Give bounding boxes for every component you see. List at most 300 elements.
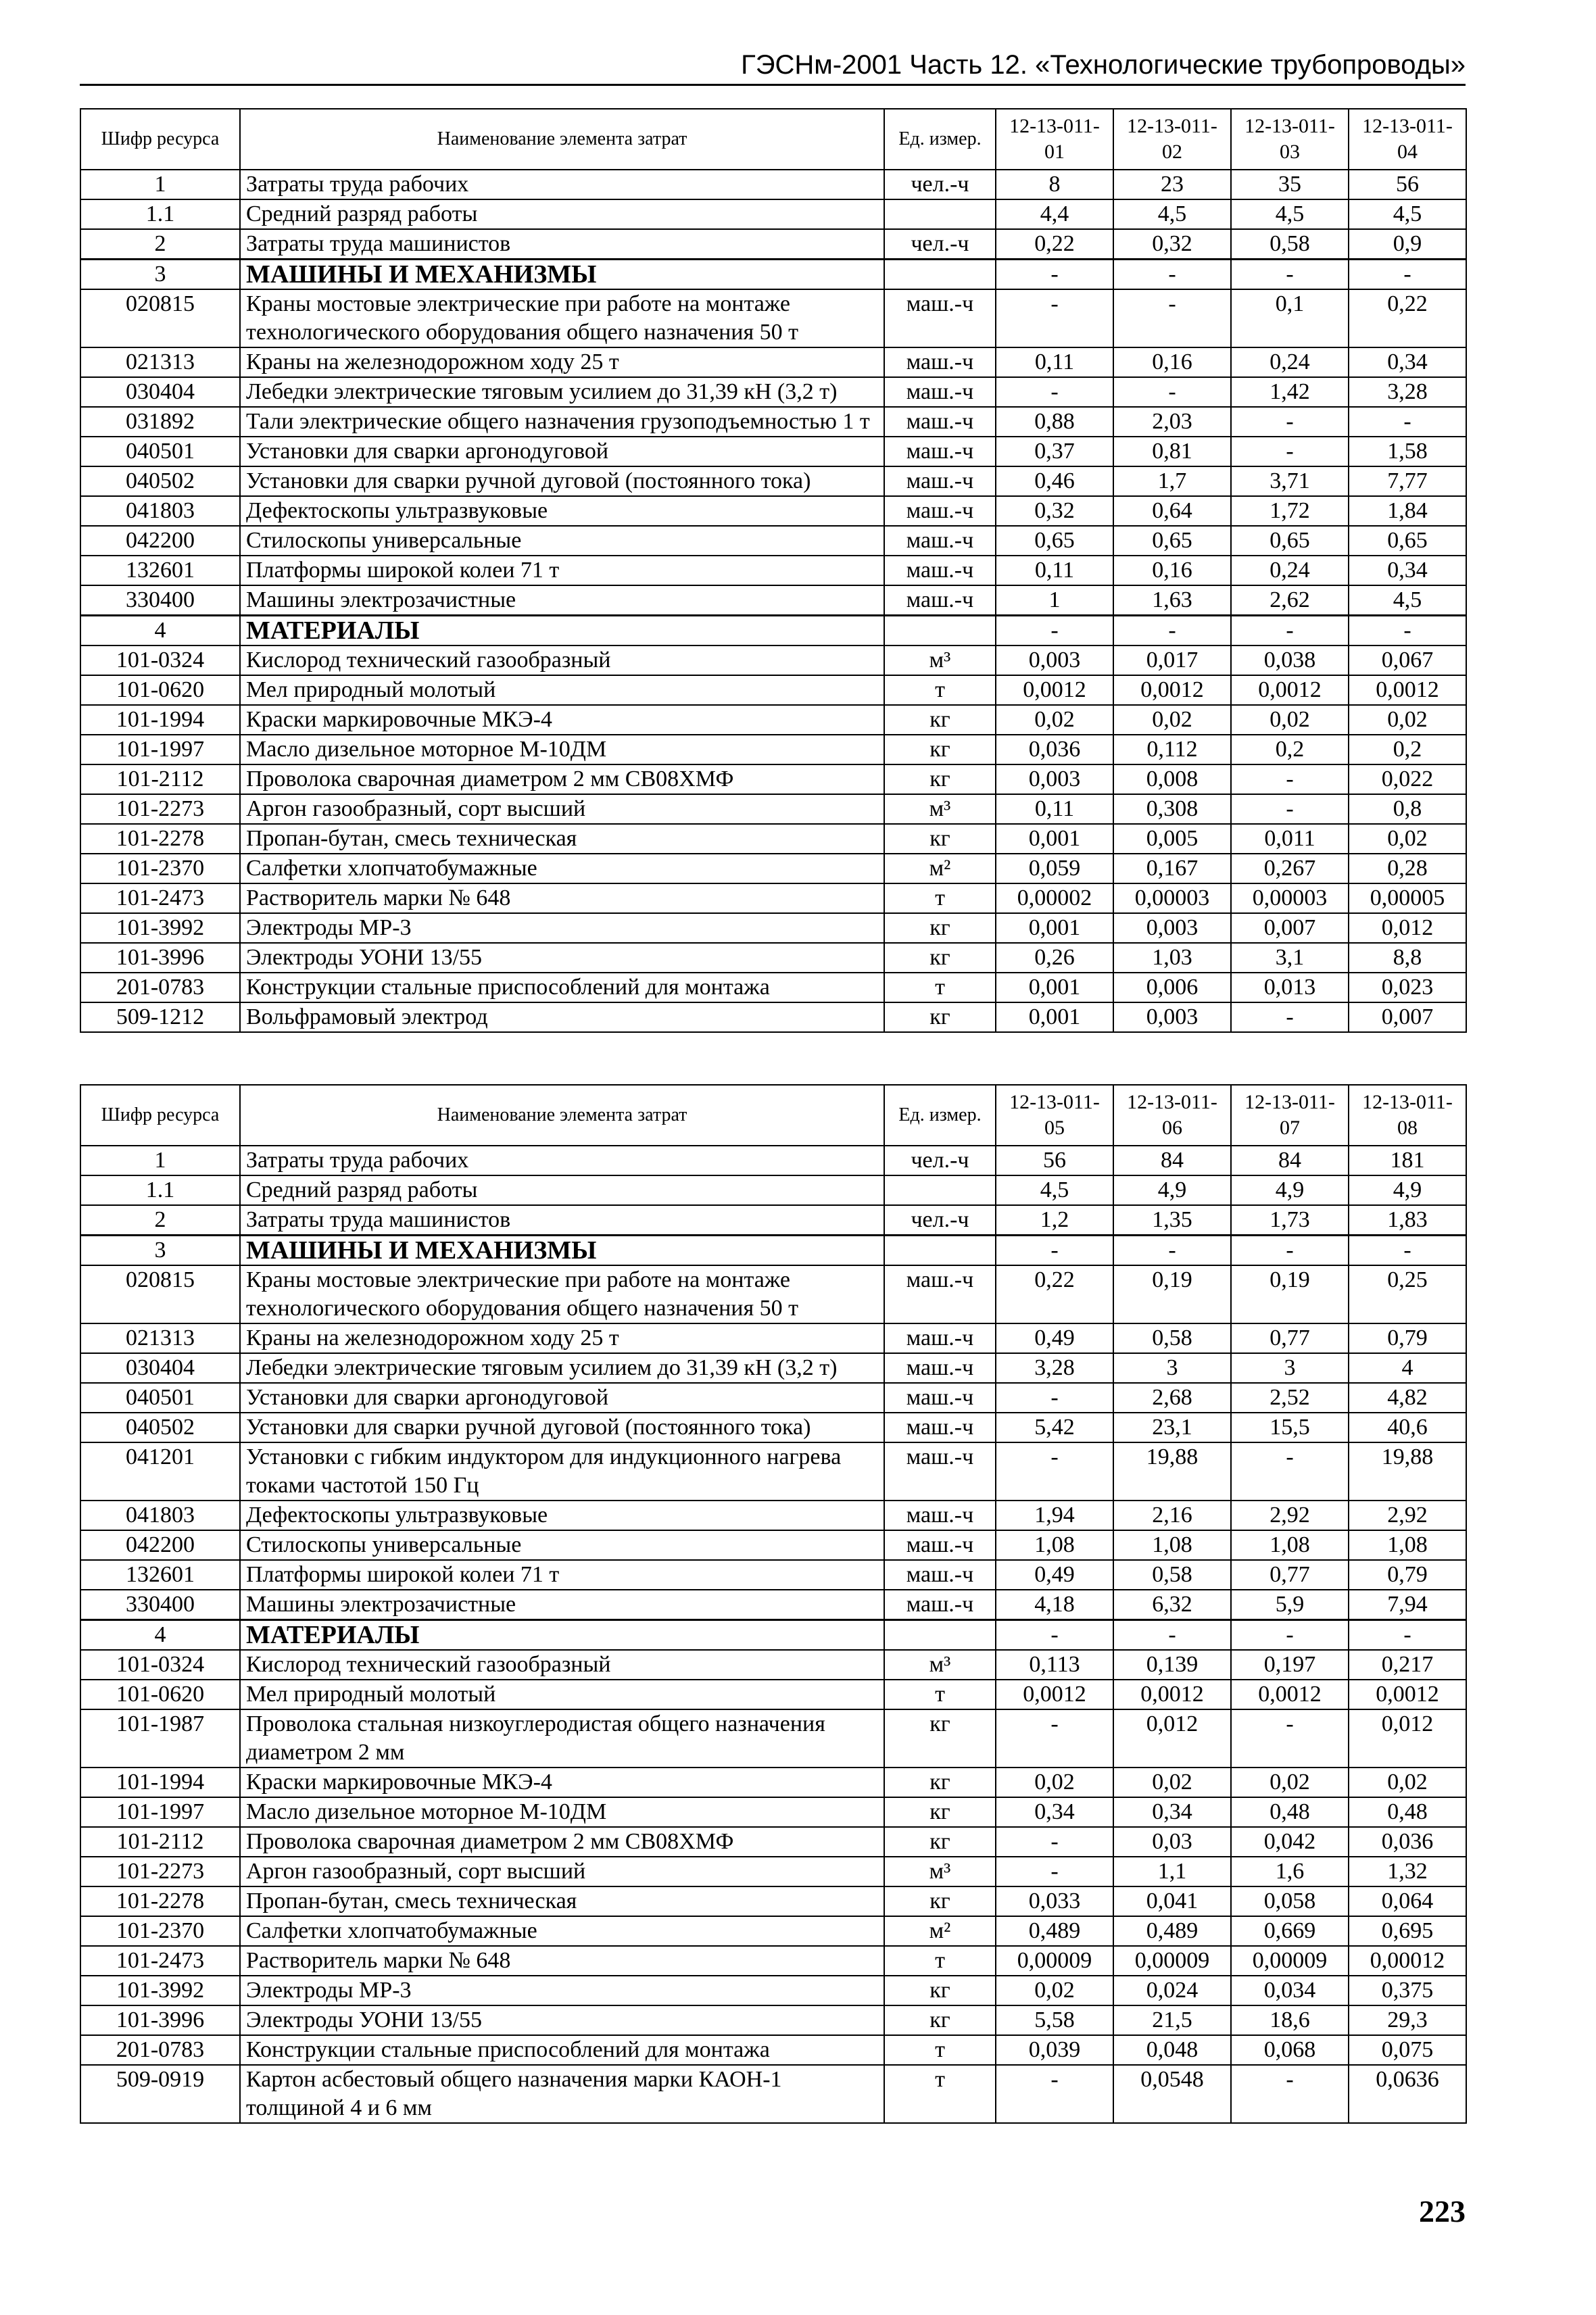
value-cell: 0,059	[996, 854, 1113, 883]
resource-code-cell: 101-0324	[80, 1650, 240, 1680]
value-cell: 4,5	[996, 1175, 1113, 1205]
value-cell: 15,5	[1231, 1413, 1349, 1442]
value-cell: 1,08	[1231, 1530, 1349, 1560]
resource-code-cell: 040501	[80, 437, 240, 466]
value-cell: 0,0012	[1349, 675, 1466, 705]
value-cell: -	[996, 1709, 1113, 1768]
unit-cell: кг	[884, 2005, 996, 2035]
unit-cell: маш.-ч	[884, 407, 996, 437]
resource-name-cell: Затраты труда машинистов	[240, 229, 884, 260]
resource-name-cell: Салфетки хлопчатобумажные	[240, 1916, 884, 1946]
value-cell: 0,0012	[1231, 1680, 1349, 1709]
value-cell: 0,25	[1349, 1265, 1466, 1323]
resource-code-cell: 2	[80, 229, 240, 260]
value-cell: 0,013	[1231, 973, 1349, 1002]
value-cell: 0,024	[1113, 1976, 1231, 2005]
value-cell: 0,669	[1231, 1916, 1349, 1946]
resource-name-cell: Электроды МР-3	[240, 913, 884, 943]
value-cell: 0,49	[996, 1560, 1113, 1590]
value-cell: -	[996, 1620, 1113, 1651]
unit-cell: маш.-ч	[884, 556, 996, 585]
resource-code-cell: 021313	[80, 1323, 240, 1353]
value-cell: 0,033	[996, 1886, 1113, 1916]
unit-cell: маш.-ч	[884, 1590, 996, 1620]
header-rule	[80, 84, 1466, 86]
value-cell: 0,041	[1113, 1886, 1231, 1916]
table-row	[80, 1442, 1466, 1501]
resource-code-cell: 101-3992	[80, 1976, 240, 2005]
table-row	[80, 913, 1466, 943]
table-row	[80, 556, 1466, 585]
unit-cell: чел.-ч	[884, 229, 996, 260]
value-cell: 0,58	[1231, 229, 1349, 260]
resource-code-cell: 3	[80, 1236, 240, 1266]
col-header-name: Наименование элемента затрат	[240, 109, 884, 170]
resource-name-cell: Краски маркировочные МКЭ-4	[240, 705, 884, 735]
table-row	[80, 2065, 1466, 2123]
resource-code-cell: 4	[80, 1620, 240, 1651]
resource-name-cell: Аргон газообразный, сорт высший	[240, 794, 884, 824]
resource-code-cell: 021313	[80, 347, 240, 377]
value-cell: 8,8	[1349, 943, 1466, 973]
table-row	[80, 1205, 1466, 1236]
value-cell: 4,5	[1231, 199, 1349, 229]
table-row	[80, 854, 1466, 883]
value-cell: 1,42	[1231, 377, 1349, 407]
value-cell: 0,217	[1349, 1650, 1466, 1680]
section-title-cell: МАТЕРИАЛЫ	[240, 1620, 884, 1651]
resource-name-cell: Масло дизельное моторное М-10ДМ	[240, 735, 884, 764]
table-row	[80, 1680, 1466, 1709]
value-cell: 0,00012	[1349, 1946, 1466, 1976]
table-header-row	[80, 1085, 1466, 1146]
table-row	[80, 585, 1466, 616]
value-cell: 0,0548	[1113, 2065, 1231, 2123]
resource-code-cell: 040502	[80, 466, 240, 496]
value-cell: 0,34	[996, 1797, 1113, 1827]
table-row	[80, 1797, 1466, 1827]
value-cell: 1,35	[1113, 1205, 1231, 1236]
value-cell: 0,28	[1349, 854, 1466, 883]
resource-name-cell: Средний разряд работы	[240, 1175, 884, 1205]
value-cell: 4	[1349, 1353, 1466, 1383]
value-cell: 0,46	[996, 466, 1113, 496]
value-cell: 0,02	[996, 1768, 1113, 1797]
value-cell: 0,02	[1231, 1768, 1349, 1797]
value-cell: 29,3	[1349, 2005, 1466, 2035]
resource-name-cell: Краны мостовые электрические при работе на монтаже технологического оборудования общего назначения 50 т	[240, 1265, 884, 1323]
value-cell: 0,34	[1349, 347, 1466, 377]
unit-cell: маш.-ч	[884, 1265, 996, 1323]
resource-code-cell: 101-2473	[80, 883, 240, 913]
resource-code-cell: 1.1	[80, 1175, 240, 1205]
value-cell: 4,9	[1231, 1175, 1349, 1205]
table-row	[80, 1560, 1466, 1590]
unit-cell: маш.-ч	[884, 1560, 996, 1590]
resource-code-cell: 201-0783	[80, 973, 240, 1002]
resource-name-cell: Кислород технический газообразный	[240, 645, 884, 675]
col-header-unit: Ед. измер.	[884, 109, 996, 170]
table-row	[80, 1413, 1466, 1442]
unit-cell: т	[884, 675, 996, 705]
resource-name-cell: Растворитель марки № 648	[240, 883, 884, 913]
value-cell: 0,048	[1113, 2035, 1231, 2065]
unit-cell: т	[884, 973, 996, 1002]
unit-cell: кг	[884, 1886, 996, 1916]
value-cell: 18,6	[1231, 2005, 1349, 2035]
value-cell: 0,02	[1349, 705, 1466, 735]
value-cell: 1,63	[1113, 585, 1231, 616]
value-cell: 1,08	[1113, 1530, 1231, 1560]
norms-table-2	[80, 1084, 1467, 2124]
resource-name-cell: Мел природный молотый	[240, 1680, 884, 1709]
value-cell: 0,113	[996, 1650, 1113, 1680]
value-cell: -	[1113, 260, 1231, 290]
table-row	[80, 2005, 1466, 2035]
value-cell: 0,02	[996, 705, 1113, 735]
value-cell: 0,2	[1231, 735, 1349, 764]
value-cell: 1,08	[996, 1530, 1113, 1560]
value-cell: -	[996, 2065, 1113, 2123]
resource-name-cell: Затраты труда рабочих	[240, 1146, 884, 1175]
resource-name-cell: Растворитель марки № 648	[240, 1946, 884, 1976]
value-cell: 8	[996, 170, 1113, 199]
value-cell: 40,6	[1349, 1413, 1466, 1442]
value-cell: 1,84	[1349, 496, 1466, 526]
table-row	[80, 347, 1466, 377]
resource-code-cell: 1.1	[80, 199, 240, 229]
table-row	[80, 377, 1466, 407]
unit-cell: т	[884, 2035, 996, 2065]
col-header-norm: 12-13-011-06	[1113, 1085, 1231, 1146]
value-cell: 0,068	[1231, 2035, 1349, 2065]
table-row	[80, 526, 1466, 556]
unit-cell: кг	[884, 705, 996, 735]
value-cell: 6,32	[1113, 1590, 1231, 1620]
value-cell: 0,34	[1113, 1797, 1231, 1827]
resource-code-cell: 4	[80, 616, 240, 646]
resource-code-cell: 101-0620	[80, 1680, 240, 1709]
value-cell: -	[1231, 794, 1349, 824]
value-cell: 0,0012	[1349, 1680, 1466, 1709]
value-cell: 0,001	[996, 1002, 1113, 1032]
value-cell: 0,88	[996, 407, 1113, 437]
value-cell: 0,48	[1231, 1797, 1349, 1827]
value-cell: 0,375	[1349, 1976, 1466, 2005]
resource-code-cell: 132601	[80, 1560, 240, 1590]
resource-code-cell: 132601	[80, 556, 240, 585]
value-cell: 0,24	[1231, 556, 1349, 585]
value-cell: 2,92	[1349, 1501, 1466, 1530]
table-row	[80, 883, 1466, 913]
table-row	[80, 764, 1466, 794]
value-cell: 0,22	[996, 1265, 1113, 1323]
resource-name-cell: Масло дизельное моторное М-10ДМ	[240, 1797, 884, 1827]
value-cell: 0,02	[996, 1976, 1113, 2005]
value-cell: 2,68	[1113, 1383, 1231, 1413]
value-cell: 3,1	[1231, 943, 1349, 973]
unit-cell: маш.-ч	[884, 1383, 996, 1413]
table-header-row	[80, 109, 1466, 170]
resource-name-cell: Проволока сварочная диаметром 2 мм СВ08ХМФ	[240, 764, 884, 794]
value-cell: 0,34	[1349, 556, 1466, 585]
resource-code-cell: 041201	[80, 1442, 240, 1501]
table-row	[80, 1236, 1466, 1266]
value-cell: 0,064	[1349, 1886, 1466, 1916]
resource-name-cell: Затраты труда рабочих	[240, 170, 884, 199]
resource-name-cell: Дефектоскопы ультразвуковые	[240, 496, 884, 526]
value-cell: 3,71	[1231, 466, 1349, 496]
unit-cell: маш.-ч	[884, 1442, 996, 1501]
table-row	[80, 1886, 1466, 1916]
value-cell: 5,58	[996, 2005, 1113, 2035]
value-cell: -	[1113, 1620, 1231, 1651]
resource-code-cell: 041803	[80, 496, 240, 526]
value-cell: 0,022	[1349, 764, 1466, 794]
value-cell: 23,1	[1113, 1413, 1231, 1442]
col-header-norm: 12-13-011-01	[996, 109, 1113, 170]
table-row	[80, 645, 1466, 675]
section-title-cell: МАШИНЫ И МЕХАНИЗМЫ	[240, 1236, 884, 1266]
value-cell: -	[1231, 437, 1349, 466]
unit-cell: кг	[884, 1768, 996, 1797]
unit-cell	[884, 616, 996, 646]
table-row	[80, 616, 1466, 646]
value-cell: 0,0012	[1113, 1680, 1231, 1709]
value-cell: 0,16	[1113, 347, 1231, 377]
unit-cell: кг	[884, 1002, 996, 1032]
value-cell: 0,02	[1349, 1768, 1466, 1797]
value-cell: 4,9	[1113, 1175, 1231, 1205]
table-row	[80, 1590, 1466, 1620]
unit-cell: м²	[884, 1916, 996, 1946]
value-cell: 0,32	[1113, 229, 1231, 260]
table-row	[80, 1146, 1466, 1175]
col-header-norm: 12-13-011-05	[996, 1085, 1113, 1146]
value-cell: -	[1349, 616, 1466, 646]
table-row	[80, 1650, 1466, 1680]
value-cell: 0,77	[1231, 1323, 1349, 1353]
resource-code-cell: 101-2112	[80, 764, 240, 794]
resource-code-cell: 1	[80, 170, 240, 199]
table-row	[80, 973, 1466, 1002]
table-row	[80, 1768, 1466, 1797]
value-cell: 0,48	[1349, 1797, 1466, 1827]
value-cell: 0,8	[1349, 794, 1466, 824]
unit-cell: т	[884, 883, 996, 913]
value-cell: 19,88	[1349, 1442, 1466, 1501]
table-row	[80, 1946, 1466, 1976]
value-cell: 4,5	[1349, 585, 1466, 616]
table-row	[80, 289, 1466, 347]
value-cell: 0,067	[1349, 645, 1466, 675]
value-cell: 7,94	[1349, 1590, 1466, 1620]
resource-name-cell: Краны мостовые электрические при работе на монтаже технологического оборудования общего назначения 50 т	[240, 289, 884, 347]
resource-name-cell: Установки для сварки аргонодуговой	[240, 437, 884, 466]
resource-code-cell: 201-0783	[80, 2035, 240, 2065]
col-header-name: Наименование элемента затрат	[240, 1085, 884, 1146]
value-cell: -	[1231, 616, 1349, 646]
value-cell: 4,4	[996, 199, 1113, 229]
value-cell: 35	[1231, 170, 1349, 199]
resource-name-cell: Конструкции стальные приспособлений для монтажа	[240, 973, 884, 1002]
table-row	[80, 1175, 1466, 1205]
value-cell: 0,02	[1113, 1768, 1231, 1797]
resource-name-cell: Машины электрозачистные	[240, 585, 884, 616]
unit-cell: маш.-ч	[884, 1353, 996, 1383]
unit-cell: м³	[884, 1650, 996, 1680]
resource-name-cell: Лебедки электрические тяговым усилием до 31,39 кН (3,2 т)	[240, 1353, 884, 1383]
value-cell: -	[1231, 1709, 1349, 1768]
value-cell: 0,008	[1113, 764, 1231, 794]
value-cell: 0,006	[1113, 973, 1231, 1002]
value-cell: 1,94	[996, 1501, 1113, 1530]
unit-cell: маш.-ч	[884, 496, 996, 526]
value-cell: -	[1113, 377, 1231, 407]
value-cell: -	[1231, 2065, 1349, 2123]
value-cell: 3,28	[996, 1353, 1113, 1383]
resource-name-cell: Дефектоскопы ультразвуковые	[240, 1501, 884, 1530]
resource-code-cell: 042200	[80, 526, 240, 556]
resource-code-cell: 509-0919	[80, 2065, 240, 2123]
value-cell: 0,0012	[1231, 675, 1349, 705]
resource-code-cell: 041803	[80, 1501, 240, 1530]
value-cell: 1,32	[1349, 1857, 1466, 1886]
value-cell: 0,007	[1349, 1002, 1466, 1032]
unit-cell: кг	[884, 735, 996, 764]
value-cell: 0,77	[1231, 1560, 1349, 1590]
value-cell: 1,2	[996, 1205, 1113, 1236]
unit-cell: маш.-ч	[884, 1413, 996, 1442]
col-header-norm: 12-13-011-03	[1231, 109, 1349, 170]
value-cell: -	[1231, 407, 1349, 437]
value-cell: 0,00003	[1231, 883, 1349, 913]
unit-cell: кг	[884, 1827, 996, 1857]
unit-cell: м³	[884, 1857, 996, 1886]
resource-name-cell: Стилоскопы универсальные	[240, 1530, 884, 1560]
value-cell: 0,00009	[1231, 1946, 1349, 1976]
resource-name-cell: Средний разряд работы	[240, 199, 884, 229]
table-row	[80, 1976, 1466, 2005]
resource-code-cell: 040501	[80, 1383, 240, 1413]
value-cell: 0,64	[1113, 496, 1231, 526]
value-cell: 5,9	[1231, 1590, 1349, 1620]
table-row	[80, 1709, 1466, 1768]
resource-name-cell: Картон асбестовый общего назначения марки КАОН-1 толщиной 4 и 6 мм	[240, 2065, 884, 2123]
table-row	[80, 229, 1466, 260]
value-cell: 0,02	[1231, 705, 1349, 735]
resource-name-cell: Затраты труда машинистов	[240, 1205, 884, 1236]
unit-cell: кг	[884, 824, 996, 854]
value-cell: 0,79	[1349, 1323, 1466, 1353]
value-cell: 0,012	[1113, 1709, 1231, 1768]
resource-name-cell: Электроды МР-3	[240, 1976, 884, 2005]
value-cell: 0,058	[1231, 1886, 1349, 1916]
resource-code-cell: 101-2278	[80, 1886, 240, 1916]
value-cell: 0,489	[996, 1916, 1113, 1946]
value-cell: 0,0012	[996, 675, 1113, 705]
resource-name-cell: Лебедки электрические тяговым усилием до 31,39 кН (3,2 т)	[240, 377, 884, 407]
value-cell: -	[1231, 260, 1349, 290]
value-cell: 7,77	[1349, 466, 1466, 496]
value-cell: -	[996, 260, 1113, 290]
resource-code-cell: 2	[80, 1205, 240, 1236]
norms-table-1	[80, 108, 1467, 1033]
value-cell: 0,00003	[1113, 883, 1231, 913]
value-cell: 2,52	[1231, 1383, 1349, 1413]
resource-name-cell: Пропан-бутан, смесь техническая	[240, 824, 884, 854]
value-cell: 0,036	[996, 735, 1113, 764]
unit-cell: маш.-ч	[884, 289, 996, 347]
value-cell: 0,038	[1231, 645, 1349, 675]
resource-code-cell: 020815	[80, 289, 240, 347]
value-cell: -	[1231, 1442, 1349, 1501]
value-cell: 0,023	[1349, 973, 1466, 1002]
unit-cell: т	[884, 1946, 996, 1976]
value-cell: 0,012	[1349, 913, 1466, 943]
value-cell: 0,19	[1113, 1265, 1231, 1323]
resource-name-cell: Стилоскопы универсальные	[240, 526, 884, 556]
unit-cell	[884, 260, 996, 290]
unit-cell: кг	[884, 1976, 996, 2005]
unit-cell: м³	[884, 645, 996, 675]
value-cell: 0,65	[1113, 526, 1231, 556]
unit-cell: маш.-ч	[884, 1323, 996, 1353]
value-cell: 0,011	[1231, 824, 1349, 854]
resource-name-cell: Машины электрозачистные	[240, 1590, 884, 1620]
value-cell: 3,28	[1349, 377, 1466, 407]
resource-code-cell: 101-2278	[80, 824, 240, 854]
col-header-norm: 12-13-011-02	[1113, 109, 1231, 170]
value-cell: 0,24	[1231, 347, 1349, 377]
resource-name-cell: Тали электрические общего назначения грузоподъемностью 1 т	[240, 407, 884, 437]
unit-cell	[884, 199, 996, 229]
value-cell: 2,03	[1113, 407, 1231, 437]
resource-name-cell: Вольфрамовый электрод	[240, 1002, 884, 1032]
col-header-norm: 12-13-011-08	[1349, 1085, 1466, 1146]
value-cell: 0,042	[1231, 1827, 1349, 1857]
resource-code-cell: 101-2370	[80, 1916, 240, 1946]
value-cell: 0,02	[1113, 705, 1231, 735]
value-cell: 2,16	[1113, 1501, 1231, 1530]
value-cell: 0,00009	[996, 1946, 1113, 1976]
value-cell: 0,81	[1113, 437, 1231, 466]
value-cell: -	[1349, 407, 1466, 437]
value-cell: 1,6	[1231, 1857, 1349, 1886]
value-cell: 0,37	[996, 437, 1113, 466]
value-cell: -	[1231, 1236, 1349, 1266]
resource-code-cell: 101-2273	[80, 794, 240, 824]
resource-code-cell: 030404	[80, 1353, 240, 1383]
value-cell: 56	[1349, 170, 1466, 199]
value-cell: 0,039	[996, 2035, 1113, 2065]
resource-code-cell: 101-1994	[80, 1768, 240, 1797]
resource-code-cell: 101-2473	[80, 1946, 240, 1976]
resource-code-cell: 101-2370	[80, 854, 240, 883]
unit-cell: маш.-ч	[884, 526, 996, 556]
unit-cell: маш.-ч	[884, 1530, 996, 1560]
resource-code-cell: 020815	[80, 1265, 240, 1323]
value-cell: -	[1113, 289, 1231, 347]
value-cell: 1,7	[1113, 466, 1231, 496]
value-cell: 0,19	[1231, 1265, 1349, 1323]
unit-cell: чел.-ч	[884, 1146, 996, 1175]
value-cell: 0,65	[996, 526, 1113, 556]
value-cell: -	[1113, 1236, 1231, 1266]
value-cell: 0,112	[1113, 735, 1231, 764]
value-cell: 0,036	[1349, 1827, 1466, 1857]
table-row	[80, 1323, 1466, 1353]
